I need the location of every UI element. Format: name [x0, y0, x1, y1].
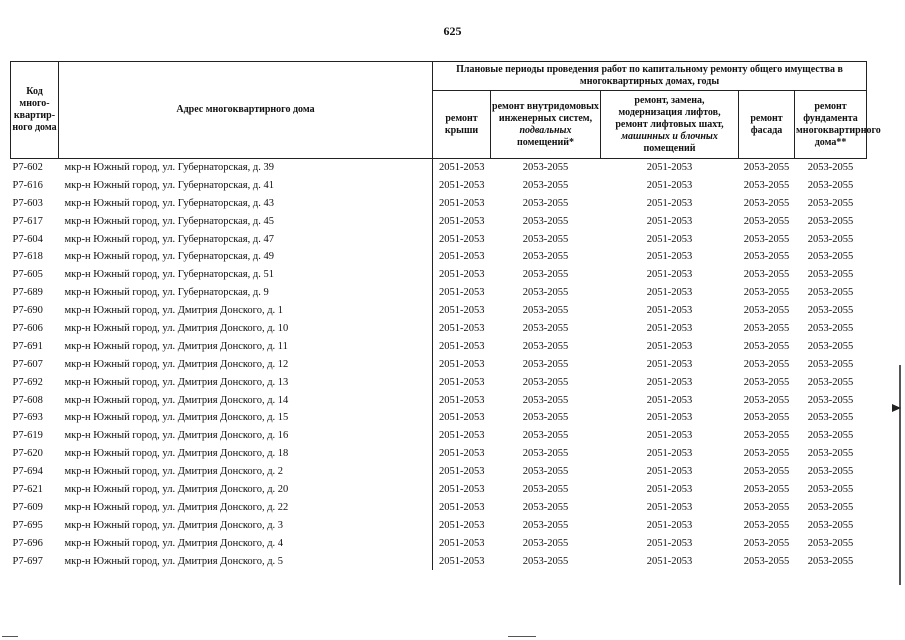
cell-address: мкр-н Южный город, ул. Дмитрия Донского, д. 3	[59, 517, 433, 535]
cell-facade: 2053-2055	[743, 466, 790, 478]
cell-facade: 2053-2055	[743, 376, 790, 388]
header-roof: ремонт крыши	[433, 91, 491, 159]
table-header	[11, 62, 881, 159]
page-number: 625	[443, 24, 462, 38]
cell-engineering: 2053-2055	[522, 537, 569, 549]
cell-foundation: 2053-2055	[807, 394, 854, 406]
cell-facade: 2053-2055	[743, 233, 790, 245]
cell-foundation: 2053-2055	[807, 376, 854, 388]
cell-roof: 2051-2053	[439, 448, 485, 460]
cell-address: мкр-н Южный город, ул. Дмитрия Донского, д. 4	[59, 535, 433, 553]
table-row	[11, 248, 867, 266]
cell-facade: 2053-2055	[743, 394, 790, 406]
cell-code: Р7-691	[12, 340, 43, 352]
cell-lifts: 2051-2053	[646, 555, 693, 567]
cell-code: Р7-692	[12, 376, 43, 388]
table-row	[11, 266, 867, 284]
cell-code: Р7-603	[12, 197, 43, 209]
cell-foundation: 2053-2055	[807, 340, 854, 352]
cell-engineering: 2053-2055	[522, 179, 569, 191]
cell-code: Р7-694	[12, 466, 43, 478]
cell-address: мкр-н Южный город, ул. Дмитрия Донского, д. 10	[59, 320, 433, 338]
cell-foundation: 2053-2055	[807, 537, 854, 549]
cell-lifts: 2051-2053	[646, 215, 693, 227]
table-row	[11, 374, 867, 392]
cell-roof: 2051-2053	[439, 412, 485, 424]
cell-foundation: 2053-2055	[807, 251, 854, 263]
cell-facade: 2053-2055	[743, 358, 790, 370]
header-periods-title: Плановые периоды проведения работ по капитальному ремонту общего имущества в многоквартирных домах, годы	[433, 62, 867, 91]
cell-address: мкр-н Южный город, ул. Дмитрия Донского, д. 16	[59, 427, 433, 445]
table-row	[11, 499, 867, 517]
table-row	[11, 553, 867, 571]
cell-lifts: 2051-2053	[646, 466, 693, 478]
cell-code: Р7-602	[12, 161, 43, 173]
cell-roof: 2051-2053	[439, 483, 485, 495]
table-row	[11, 302, 867, 320]
cell-foundation: 2053-2055	[807, 197, 854, 209]
cell-facade: 2053-2055	[743, 215, 790, 227]
cell-lifts: 2051-2053	[646, 305, 693, 317]
cell-lifts: 2051-2053	[646, 322, 693, 334]
cell-foundation: 2053-2055	[807, 555, 854, 567]
cell-facade: 2053-2055	[743, 161, 790, 173]
cell-foundation: 2053-2055	[807, 215, 854, 227]
cell-address: мкр-н Южный город, ул. Дмитрия Донского, д. 5	[59, 553, 433, 571]
cell-roof: 2051-2053	[439, 358, 485, 370]
cell-facade: 2053-2055	[743, 305, 790, 317]
cell-code: Р7-618	[12, 251, 43, 263]
cell-facade: 2053-2055	[743, 430, 790, 442]
cell-foundation: 2053-2055	[807, 233, 854, 245]
cell-foundation: 2053-2055	[807, 519, 854, 531]
cell-foundation: 2053-2055	[807, 305, 854, 317]
scan-margin-line	[899, 365, 901, 585]
cell-address: мкр-н Южный город, ул. Дмитрия Донского, д. 20	[59, 481, 433, 499]
table-row	[11, 517, 867, 535]
table-row	[11, 284, 867, 302]
header-engineering-line-3: помещений*	[517, 136, 574, 148]
cell-address: мкр-н Южный город, ул. Дмитрия Донского, д. 13	[59, 374, 433, 392]
table-row	[11, 392, 867, 410]
table-row	[11, 231, 867, 249]
table-row	[11, 195, 867, 213]
cell-roof: 2051-2053	[439, 233, 485, 245]
cell-facade: 2053-2055	[743, 179, 790, 191]
cell-address: мкр-н Южный город, ул. Губернаторская, д. 9	[59, 284, 433, 302]
cell-code: Р7-693	[12, 412, 43, 424]
cell-lifts: 2051-2053	[646, 233, 693, 245]
table-row	[11, 535, 867, 553]
cell-lifts: 2051-2053	[646, 161, 693, 173]
cell-foundation: 2053-2055	[807, 483, 854, 495]
cell-roof: 2051-2053	[439, 430, 485, 442]
cell-roof: 2051-2053	[439, 215, 485, 227]
cell-facade: 2053-2055	[743, 269, 790, 281]
cell-roof: 2051-2053	[439, 161, 485, 173]
cell-foundation: 2053-2055	[807, 161, 854, 173]
header-lifts-line-3: помещений	[643, 142, 696, 154]
cell-lifts: 2051-2053	[646, 358, 693, 370]
cell-facade: 2053-2055	[743, 537, 790, 549]
cell-facade: 2053-2055	[743, 519, 790, 531]
table-row	[11, 481, 867, 499]
header-lifts-line-1: ремонт, замена, модернизация лифтов, ремонт лифтовых шахт,	[615, 94, 724, 130]
scan-margin-arrow-icon	[892, 404, 901, 412]
cell-facade: 2053-2055	[743, 197, 790, 209]
cell-roof: 2051-2053	[439, 197, 485, 209]
cell-roof: 2051-2053	[439, 269, 485, 281]
cell-facade: 2053-2055	[743, 483, 790, 495]
cell-engineering: 2053-2055	[522, 233, 569, 245]
cell-engineering: 2053-2055	[522, 483, 569, 495]
cell-lifts: 2051-2053	[646, 448, 693, 460]
cell-address: мкр-н Южный город, ул. Губернаторская, д. 51	[59, 266, 433, 284]
cell-facade: 2053-2055	[743, 448, 790, 460]
cell-foundation: 2053-2055	[807, 448, 854, 460]
cell-address: мкр-н Южный город, ул. Дмитрия Донского, д. 1	[59, 302, 433, 320]
cell-lifts: 2051-2053	[646, 287, 693, 299]
header-engineering-line-1: ремонт внутридомовых инженерных систем,	[492, 100, 599, 124]
table-row	[11, 463, 867, 481]
cell-address: мкр-н Южный город, ул. Дмитрия Донского, д. 11	[59, 338, 433, 356]
header-address: Адрес многоквартирного дома	[59, 62, 433, 159]
cell-address: мкр-н Южный город, ул. Дмитрия Донского, д. 14	[59, 392, 433, 410]
cell-lifts: 2051-2053	[646, 519, 693, 531]
cell-engineering: 2053-2055	[522, 269, 569, 281]
table-row	[11, 177, 867, 195]
cell-lifts: 2051-2053	[646, 269, 693, 281]
header-engineering	[491, 91, 601, 159]
scan-edge-mark	[2, 636, 18, 637]
cell-foundation: 2053-2055	[807, 430, 854, 442]
header-lifts-line-2: машинных и блочных	[621, 130, 718, 142]
capital-repair-schedule-table	[10, 61, 881, 570]
cell-code: Р7-617	[12, 215, 43, 227]
cell-roof: 2051-2053	[439, 394, 485, 406]
cell-code: Р7-690	[12, 305, 43, 317]
scan-edge-mark	[508, 636, 536, 637]
cell-code: Р7-604	[12, 233, 43, 245]
cell-foundation: 2053-2055	[807, 412, 854, 424]
cell-facade: 2053-2055	[743, 340, 790, 352]
cell-roof: 2051-2053	[439, 251, 485, 263]
cell-facade: 2053-2055	[743, 412, 790, 424]
cell-roof: 2051-2053	[439, 287, 485, 299]
cell-lifts: 2051-2053	[646, 251, 693, 263]
table-body	[11, 159, 867, 571]
table-row	[11, 427, 867, 445]
cell-code: Р7-608	[12, 394, 43, 406]
header-code: Код много-квартир-ного дома	[11, 62, 59, 159]
cell-lifts: 2051-2053	[646, 197, 693, 209]
cell-foundation: 2053-2055	[807, 358, 854, 370]
cell-engineering: 2053-2055	[522, 358, 569, 370]
cell-engineering: 2053-2055	[522, 394, 569, 406]
cell-code: Р7-697	[12, 555, 43, 567]
cell-code: Р7-689	[12, 287, 43, 299]
cell-roof: 2051-2053	[439, 519, 485, 531]
cell-address: мкр-н Южный город, ул. Губернаторская, д. 45	[59, 213, 433, 231]
cell-foundation: 2053-2055	[807, 269, 854, 281]
cell-engineering: 2053-2055	[522, 161, 569, 173]
cell-roof: 2051-2053	[439, 501, 485, 513]
cell-lifts: 2051-2053	[646, 179, 693, 191]
cell-engineering: 2053-2055	[522, 251, 569, 263]
cell-roof: 2051-2053	[439, 322, 485, 334]
cell-address: мкр-н Южный город, ул. Губернаторская, д. 49	[59, 248, 433, 266]
cell-engineering: 2053-2055	[522, 215, 569, 227]
cell-facade: 2053-2055	[743, 501, 790, 513]
cell-address: мкр-н Южный город, ул. Дмитрия Донского, д. 2	[59, 463, 433, 481]
cell-lifts: 2051-2053	[646, 483, 693, 495]
cell-address: мкр-н Южный город, ул. Дмитрия Донского, д. 12	[59, 356, 433, 374]
cell-facade: 2053-2055	[743, 322, 790, 334]
cell-code: Р7-696	[12, 537, 43, 549]
cell-engineering: 2053-2055	[522, 430, 569, 442]
table-row	[11, 159, 867, 177]
cell-code: Р7-607	[12, 358, 43, 370]
cell-roof: 2051-2053	[439, 537, 485, 549]
cell-facade: 2053-2055	[743, 555, 790, 567]
header-foundation: ремонт фундамента многоквартирного дома**	[795, 91, 867, 159]
cell-code: Р7-695	[12, 519, 43, 531]
cell-code: Р7-605	[12, 269, 43, 281]
cell-lifts: 2051-2053	[646, 537, 693, 549]
cell-roof: 2051-2053	[439, 179, 485, 191]
cell-facade: 2053-2055	[743, 251, 790, 263]
cell-foundation: 2053-2055	[807, 322, 854, 334]
cell-foundation: 2053-2055	[807, 466, 854, 478]
cell-roof: 2051-2053	[439, 376, 485, 388]
table-row	[11, 356, 867, 374]
cell-code: Р7-619	[12, 430, 43, 442]
cell-foundation: 2053-2055	[807, 501, 854, 513]
cell-engineering: 2053-2055	[522, 519, 569, 531]
cell-roof: 2051-2053	[439, 340, 485, 352]
cell-engineering: 2053-2055	[522, 376, 569, 388]
cell-lifts: 2051-2053	[646, 412, 693, 424]
cell-foundation: 2053-2055	[807, 287, 854, 299]
cell-code: Р7-609	[12, 501, 43, 513]
cell-roof: 2051-2053	[439, 466, 485, 478]
table-row	[11, 409, 867, 427]
cell-engineering: 2053-2055	[522, 466, 569, 478]
cell-address: мкр-н Южный город, ул. Губернаторская, д. 43	[59, 195, 433, 213]
cell-address: мкр-н Южный город, ул. Дмитрия Донского, д. 22	[59, 499, 433, 517]
cell-address: мкр-н Южный город, ул. Дмитрия Донского, д. 15	[59, 409, 433, 427]
cell-lifts: 2051-2053	[646, 394, 693, 406]
cell-engineering: 2053-2055	[522, 555, 569, 567]
cell-engineering: 2053-2055	[522, 448, 569, 460]
cell-code: Р7-616	[12, 179, 43, 191]
cell-roof: 2051-2053	[439, 555, 485, 567]
cell-engineering: 2053-2055	[522, 287, 569, 299]
cell-address: мкр-н Южный город, ул. Дмитрия Донского, д. 18	[59, 445, 433, 463]
cell-engineering: 2053-2055	[522, 197, 569, 209]
cell-engineering: 2053-2055	[522, 340, 569, 352]
cell-lifts: 2051-2053	[646, 501, 693, 513]
cell-lifts: 2051-2053	[646, 430, 693, 442]
cell-code: Р7-606	[12, 322, 43, 334]
cell-code: Р7-620	[12, 448, 43, 460]
table-row	[11, 213, 867, 231]
cell-address: мкр-н Южный город, ул. Губернаторская, д. 41	[59, 177, 433, 195]
header-lifts	[601, 91, 739, 159]
cell-facade: 2053-2055	[743, 287, 790, 299]
cell-roof: 2051-2053	[439, 305, 485, 317]
cell-code: Р7-621	[12, 483, 43, 495]
header-engineering-line-2: подвальных	[519, 124, 572, 136]
table-row	[11, 338, 867, 356]
cell-engineering: 2053-2055	[522, 322, 569, 334]
cell-lifts: 2051-2053	[646, 376, 693, 388]
cell-address: мкр-н Южный город, ул. Губернаторская, д. 47	[59, 231, 433, 249]
table-row	[11, 445, 867, 463]
cell-engineering: 2053-2055	[522, 412, 569, 424]
cell-address: мкр-н Южный город, ул. Губернаторская, д. 39	[59, 159, 433, 177]
table-row	[11, 320, 867, 338]
cell-engineering: 2053-2055	[522, 501, 569, 513]
cell-engineering: 2053-2055	[522, 305, 569, 317]
cell-lifts: 2051-2053	[646, 340, 693, 352]
cell-foundation: 2053-2055	[807, 179, 854, 191]
header-facade: ремонт фасада	[739, 91, 795, 159]
